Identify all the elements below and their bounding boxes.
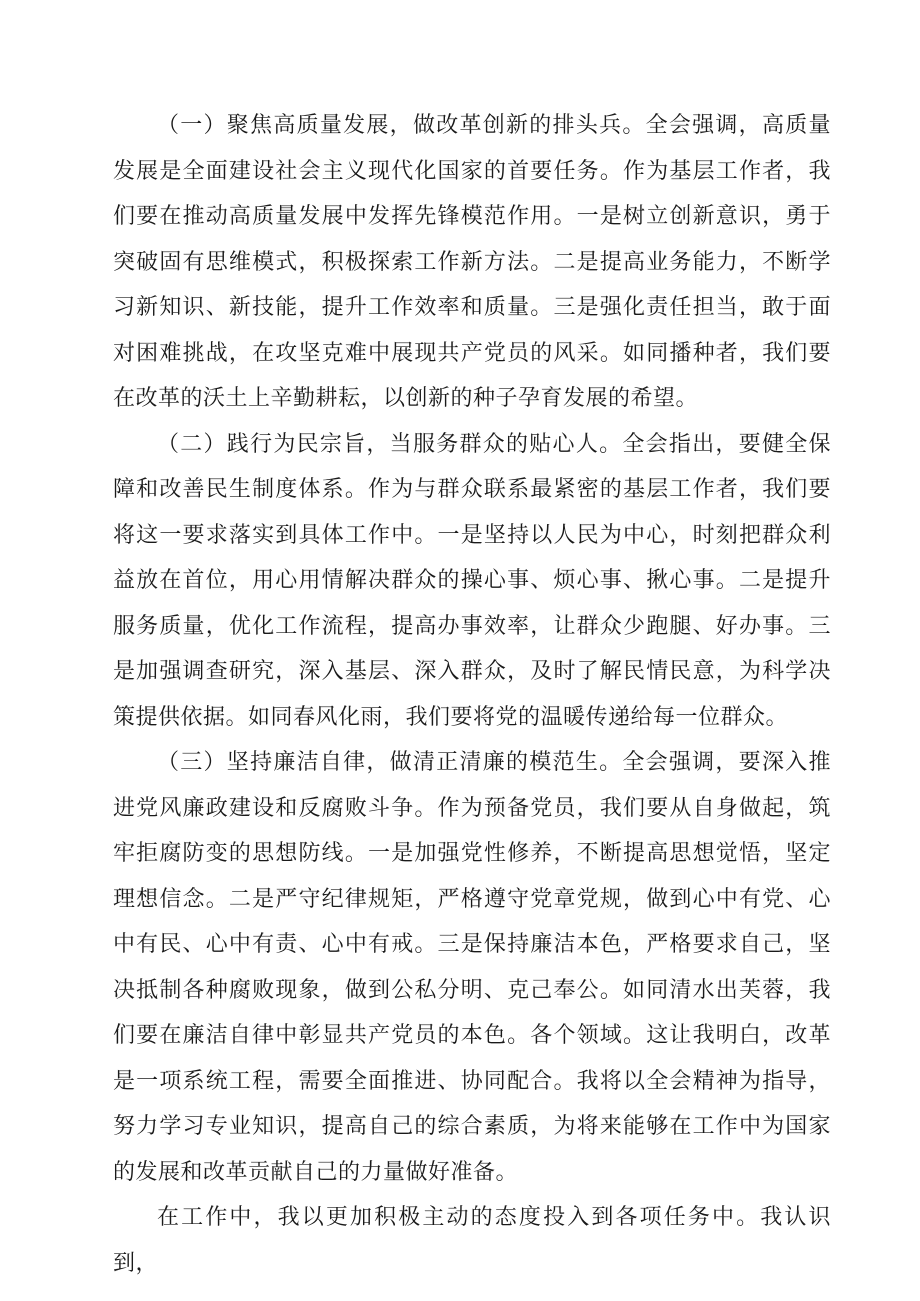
document-body bbox=[113, 103, 831, 1286]
paragraph-section-three: （三）坚持廉洁自律，做清正清廉的模范生。全会强调，要深入推进党风廉政建设和反腐败斗争。作为预备党员，我们要从自身做起，筑牢拒腐防变的思想防线。一是加强党性修养，不断提高思想觉悟，坚定理想信念。二是严守纪律规矩，严格遵守党章党规，做到心中有党、心中有民、心中有责、心中有戒。三是保持廉洁本色，严格要求自己，坚决抵制各种腐败现象，做到公私分明、克己奉公。如同清水出芙蓉，我们要在廉洁自律中彰显共产党员的本色。各个领域。这让我明白，改革是一项系统工程，需要全面推进、协同配合。我将以全会精神为指导，努力学习专业知识，提高自己的综合素质，为将来能够在工作中为国家的发展和改革贡献自己的力量做好准备。 bbox=[113, 750, 831, 1185]
paragraph-section-two: （二）践行为民宗旨，当服务群众的贴心人。全会指出，要健全保障和改善民生制度体系。作为与群众联系最紧密的基层工作者，我们要将这一要求落实到具体工作中。一是坚持以人民为中心，时刻把群众利益放在首位，用心用情解决群众的操心事、烦心事、揪心事。二是提升服务质量，优化工作流程，提高办事效率，让群众少跑腿、好办事。三是加强调查研究，深入基层、深入群众，及时了解民情民意，为科学决策提供依据。如同春风化雨，我们要将党的温暖传递给每一位群众。 bbox=[113, 431, 831, 730]
paragraph-work-attitude: 在工作中，我以更加积极主动的态度投入到各项任务中。我认识到， bbox=[113, 1205, 831, 1276]
paragraph-section-one: （一）聚焦高质量发展，做改革创新的排头兵。全会强调，高质量发展是全面建设社会主义现代化国家的首要任务。作为基层工作者，我们要在推动高质量发展中发挥先锋模范作用。一是树立创新意识，勇于突破固有思维模式，积极探索工作新方法。二是提高业务能力，不断学习新知识、新技能，提升工作效率和质量。三是强化责任担当，敢于面对困难挑战，在攻坚克难中展现共产党员的风采。如同播种者，我们要在改革的沃土上辛勤耕耘，以创新的种子孕育发展的希望。 bbox=[113, 113, 831, 411]
